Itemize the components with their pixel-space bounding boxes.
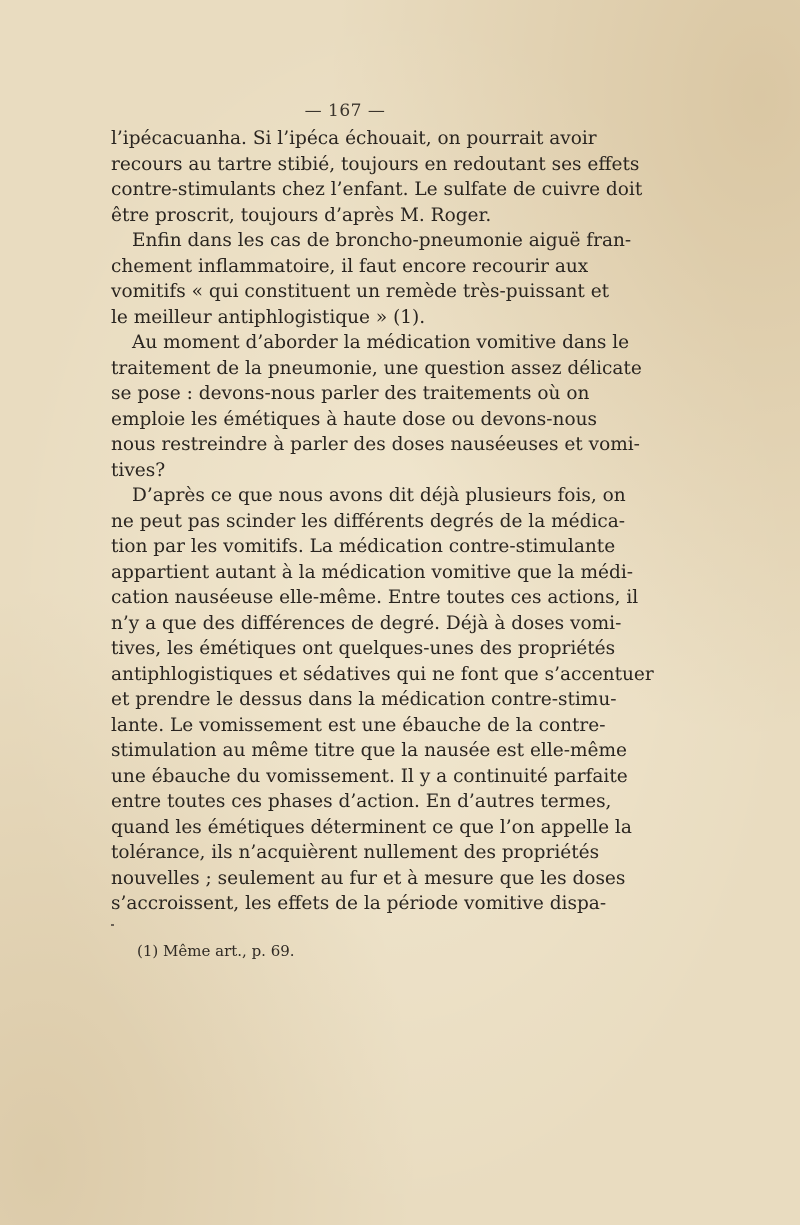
text-line: traitement de la pneumonie, une question assez délicate [111, 357, 642, 379]
text-line: se pose : devons-nous parler des traitements où on [111, 383, 590, 404]
text-line: Enfin dans les cas de broncho-pneumonie aiguë fran- [132, 230, 632, 251]
page-number: — 167 — [304, 101, 386, 121]
text-line: chement inflammatoire, il faut encore recourir aux [111, 255, 589, 277]
text-line: contre-stimulants chez l’enfant. Le sulfate de cuivre doit [111, 179, 643, 200]
text-line: l’ipécacuanha. Si l’ipéca échouait, on pourrait avoir [111, 128, 597, 149]
text-line: tives, les émétiques ont quelques-unes des propriétés [111, 638, 616, 659]
text-line: D’après ce que nous avons dit déjà plusieurs fois, on [132, 485, 626, 506]
text-line: s’accroissent, les effets de la période vomitive dispa- [111, 893, 607, 914]
body-text [111, 126, 654, 917]
text-line: ne peut pas scinder les différents degrés de la médica- [111, 510, 626, 532]
text-line: vomitifs « qui constituent un remède très-puissant et [111, 281, 610, 302]
text-line: cation nauséeuse elle-même. Entre toutes ces actions, il [111, 587, 639, 608]
text-line: emploie les émétiques à haute dose ou devons-nous [111, 408, 598, 430]
footnote: (1) Même art., p. 69. [137, 942, 295, 960]
footnote-rule [111, 924, 114, 926]
text-line: antiphlogistiques et sédatives qui ne font que s’accentuer [111, 663, 654, 685]
text-line: être proscrit, toujours d’après M. Roger. [111, 204, 492, 226]
text-line: tolérance, ils n’acquièrent nullement des propriétés [111, 842, 600, 863]
text-line: entre toutes ces phases d’action. En d’autres termes, [111, 791, 612, 812]
text-line: n’y a que des différences de degré. Déjà à doses vomi- [111, 612, 622, 634]
text-line: appartient autant à la médication vomitive que la médi- [111, 561, 634, 583]
text-line: stimulation au même titre que la nausée est elle-même [111, 740, 627, 761]
text-line: nouvelles ; seulement au fur et à mesure que les doses [111, 867, 626, 889]
text-line: recours au tartre stibié, toujours en redoutant ses effets [111, 153, 640, 175]
text-line: Au moment d’aborder la médication vomitive dans le [132, 332, 630, 353]
text-line: le meilleur antiphlogistique » (1). [111, 306, 426, 328]
text-line: lante. Le vomissement est une ébauche de la contre- [111, 714, 606, 736]
text-line: nous restreindre à parler des doses nauséeuses et vomi- [111, 434, 640, 455]
text-line: tion par les vomitifs. La médication contre-stimulante [111, 536, 616, 557]
text-line: tives? [111, 459, 166, 481]
text-line: une ébauche du vomissement. Il y a continuité parfaite [111, 765, 628, 787]
text-line: quand les émétiques déterminent ce que l’on appelle la [111, 816, 632, 838]
text-line: et prendre le dessus dans la médication contre-stimu- [111, 689, 617, 710]
